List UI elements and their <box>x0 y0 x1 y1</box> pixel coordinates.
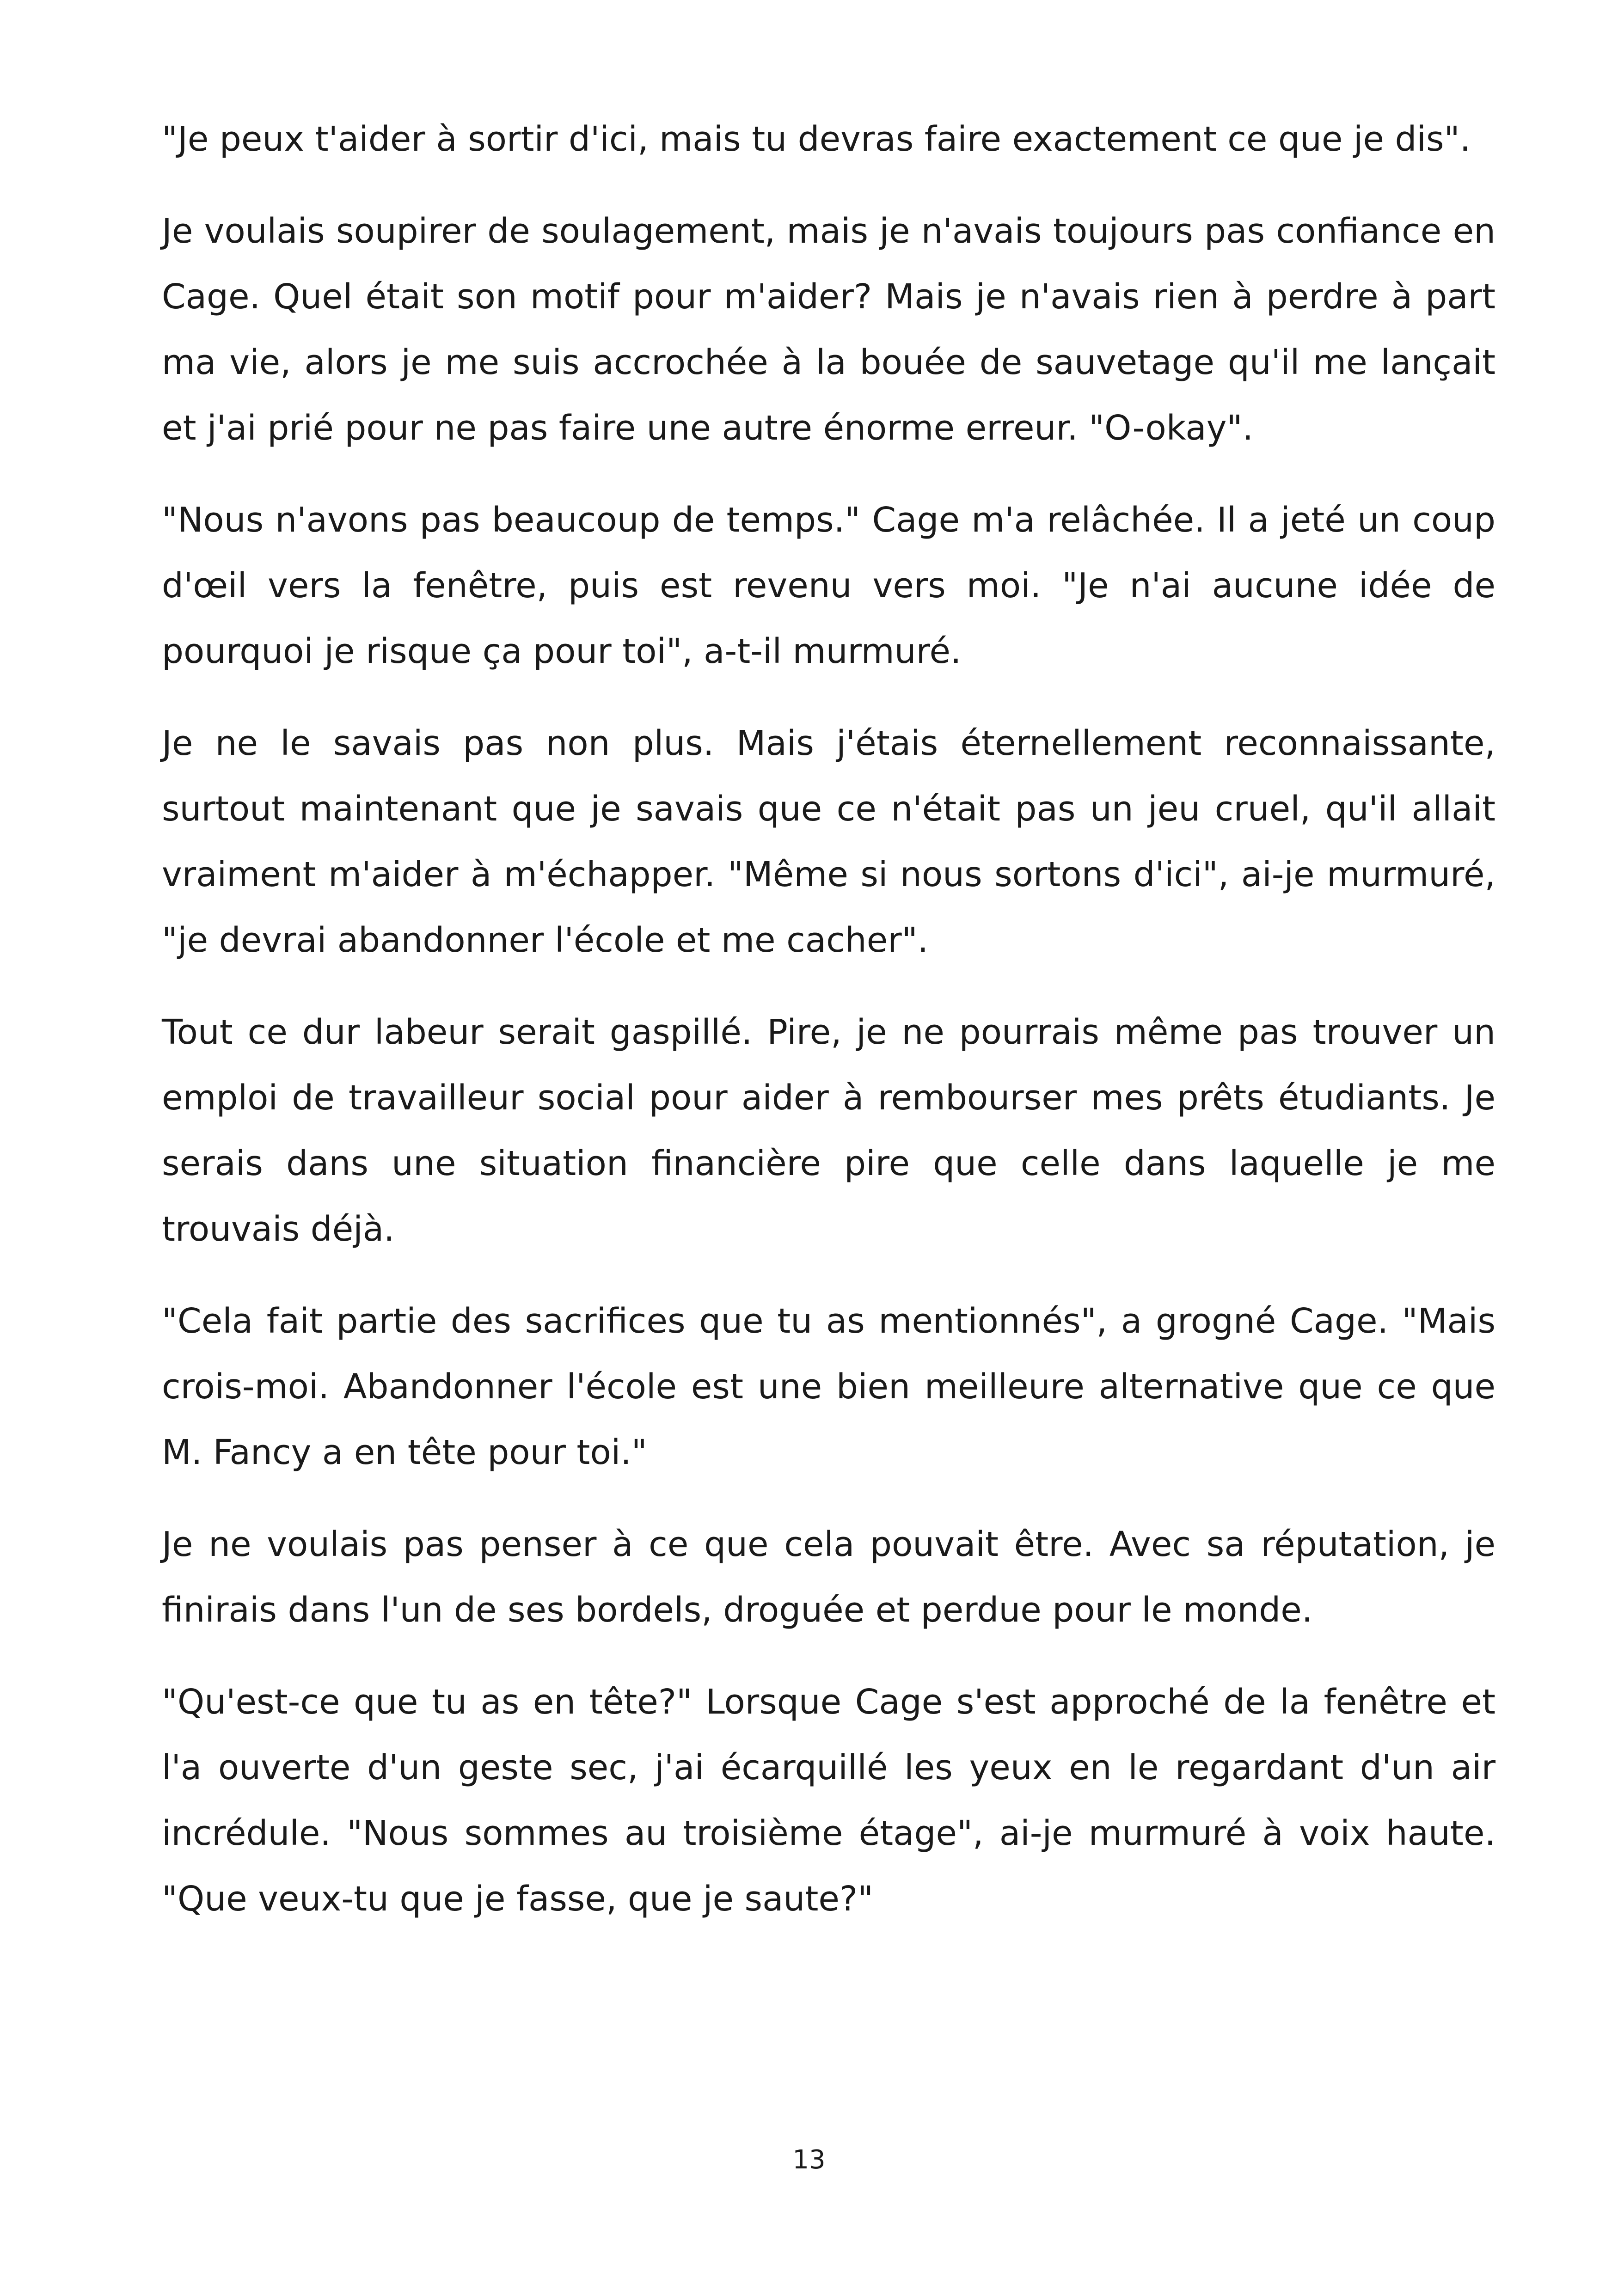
paragraph-8: "Qu'est-ce que tu as en tête?" Lorsque Cage s'est approché de la fenêtre et l'a ouverte d'un geste sec, j'ai écarquillé les yeux en le regardant d'un air incrédule. "Nous sommes au troisième étage", ai-je murmuré à voix haute. "Que veux-tu que je fasse, que je saute?" <box>162 1682 1495 1919</box>
paragraph-1: "Je peux t'aider à sortir d'ici, mais tu devras faire exactement ce que je dis". <box>162 119 1471 159</box>
paragraph-3: "Nous n'avons pas beaucoup de temps." Cage m'a relâchée. Il a jeté un coup d'œil vers la fenêtre, puis est revenu vers moi. "Je n'ai aucune idée de pourquoi je risque ça pour toi", a-t-il murmuré. <box>162 500 1495 671</box>
page-number: 13 <box>792 2145 826 2175</box>
paragraph-2: Je voulais soupirer de soulagement, mais je n'avais toujours pas confiance en Cage. Quel était son motif pour m'aider? Mais je n'avais rien à perdre à part ma vie, alors je me suis accrochée à la bouée de sauvetage qu'il me lançait et j'ai prié pour ne pas faire une autre énorme erreur. "O-okay". <box>162 211 1495 448</box>
paragraph-6: "Cela fait partie des sacrifices que tu as mentionnés", a grogné Cage. "Mais crois-moi. Abandonner l'école est une bien meilleure alternative que ce que M. Fancy a en tête pour toi." <box>162 1301 1495 1472</box>
paragraph-7: Je ne voulais pas penser à ce que cela pouvait être. Avec sa réputation, je finirais dans l'un de ses bordels, droguée et perdue pour le monde. <box>162 1525 1495 1630</box>
page-body <box>162 106 1495 1932</box>
paragraph-4: Je ne le savais pas non plus. Mais j'étais éternellement reconnaissante, surtout maintenant que je savais que ce n'était pas un jeu cruel, qu'il allait vraiment m'aider à m'échapper. "Même si nous sortons d'ici", ai-je murmuré, "je devrai abandonner l'école et me cacher". <box>162 723 1495 960</box>
paragraph-5: Tout ce dur labeur serait gaspillé. Pire, je ne pourrais même pas trouver un emploi de travailleur social pour aider à rembourser mes prêts étudiants. Je serais dans une situation financière pire que celle dans laquelle je me trouvais déjà. <box>162 1012 1495 1249</box>
